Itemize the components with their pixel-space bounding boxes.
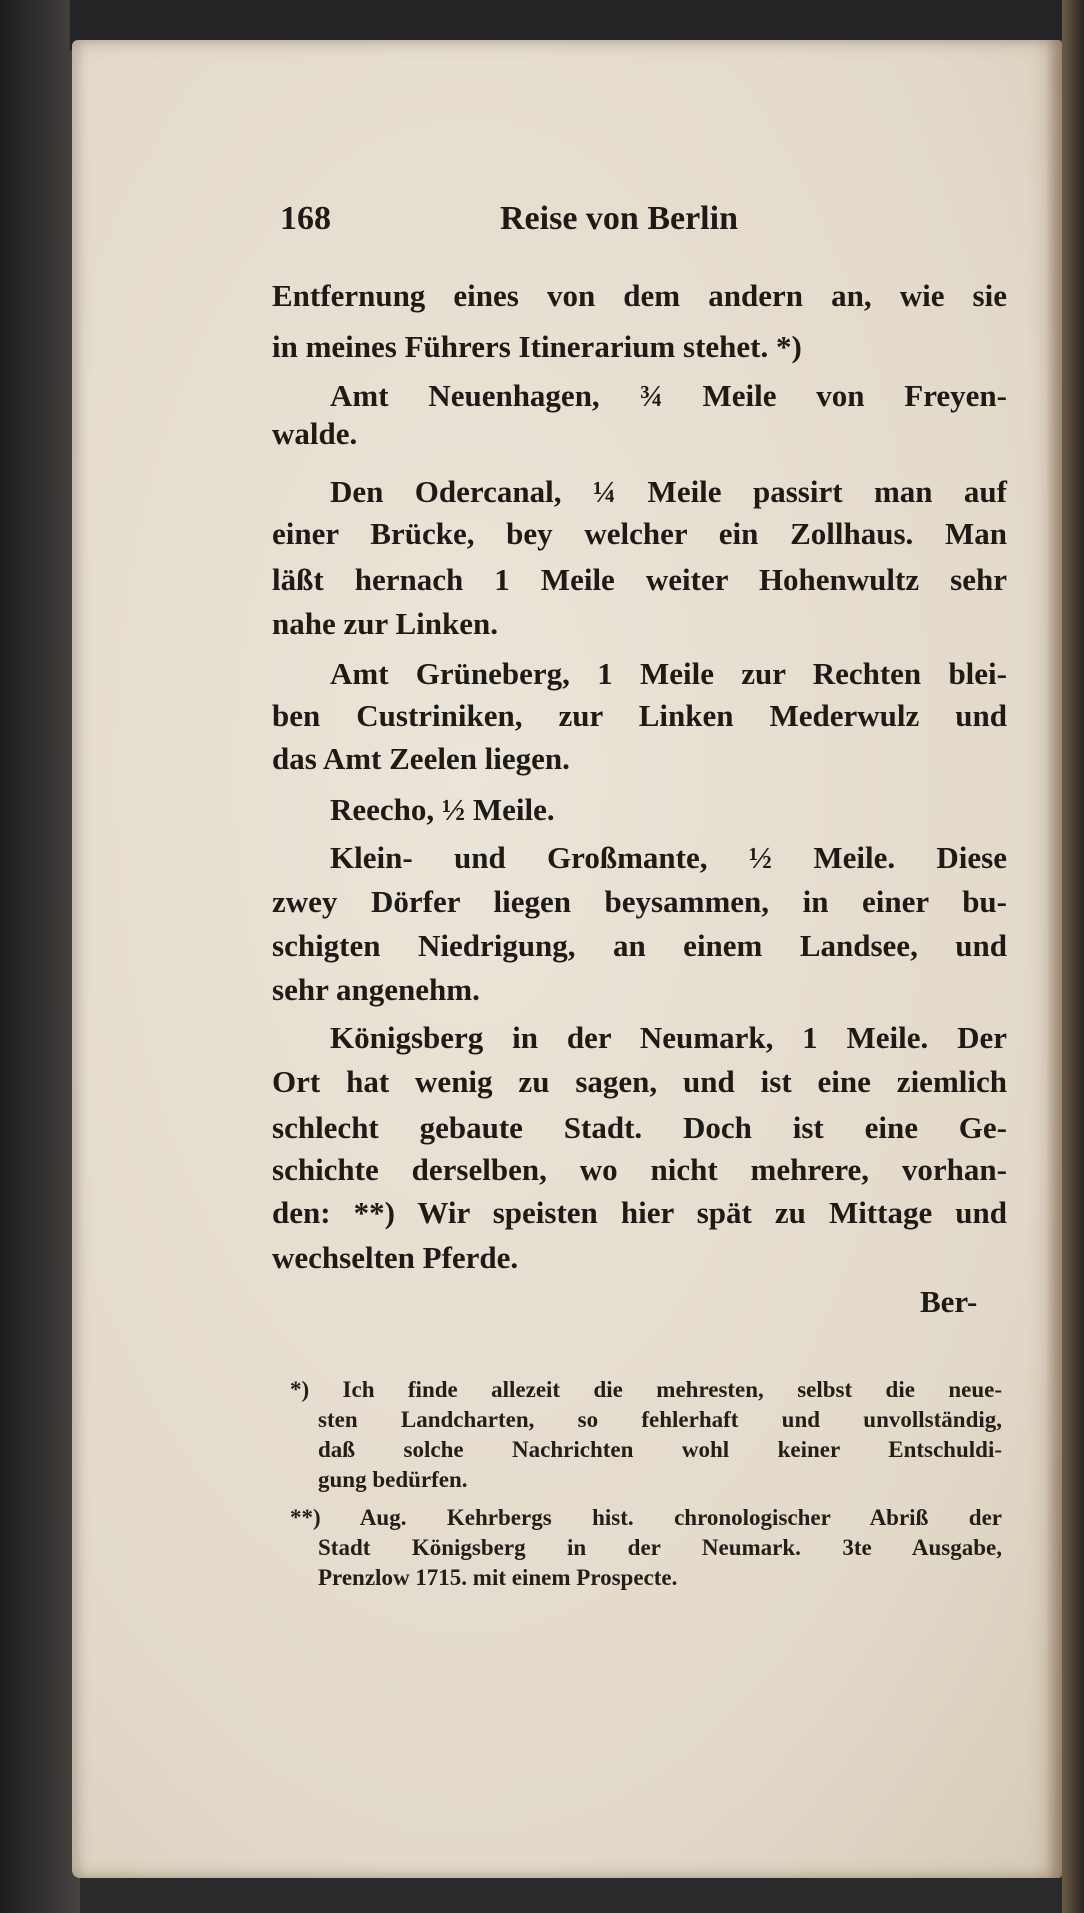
body-line: ben Custriniken, zur Linken Mederwulz und [272, 698, 1007, 733]
book-spine-shadow [0, 0, 80, 1913]
body-line: Klein- und Großmante, ½ Meile. Diese [330, 840, 1007, 875]
body-line: sehr angenehm. [272, 972, 480, 1007]
body-line: zwey Dörfer liegen beysammen, in einer bu- [272, 884, 1007, 919]
body-line: Königsberg in der Neumark, 1 Meile. Der [330, 1020, 1007, 1055]
body-line: den: **) Wir speisten hier spät zu Mittage und [272, 1195, 1007, 1230]
body-line: Amt Neuenhagen, ¾ Meile von Freyen- [330, 378, 1007, 413]
body-line: wechselten Pferde. [272, 1240, 519, 1275]
body-line: in meines Führers Itinerarium stehet. *) [272, 329, 802, 364]
body-line: das Amt Zeelen liegen. [272, 741, 570, 776]
catchword: Ber- [920, 1284, 978, 1319]
page-curl-shadow [1046, 40, 1062, 1878]
body-line: einer Brücke, bey welcher ein Zollhaus. Man [272, 516, 1007, 551]
body-line: Reecho, ½ Meile. [330, 792, 555, 827]
footnote-line: sten Landcharten, so fehlerhaft und unvollständig, [318, 1407, 1002, 1432]
body-line: läßt hernach 1 Meile weiter Hohenwultz sehr [272, 562, 1007, 597]
body-line: schigten Niedrigung, an einem Landsee, und [272, 928, 1007, 963]
body-line: Den Odercanal, ¼ Meile passirt man auf [330, 474, 1007, 509]
body-line: schichte derselben, wo nicht mehrere, vorhan- [272, 1152, 1007, 1187]
footnote-line: **) Aug. Kehrbergs hist. chronologischer Abriß der [290, 1505, 1002, 1530]
body-line: nahe zur Linken. [272, 606, 498, 641]
footnote-line: Prenzlow 1715. mit einem Prospecte. [318, 1565, 678, 1590]
footnote-line: daß solche Nachrichten wohl keiner Entschuldi- [318, 1437, 1002, 1462]
running-title: Reise von Berlin [500, 200, 738, 237]
footnote-line: Stadt Königsberg in der Neumark. 3te Ausgabe, [318, 1535, 1002, 1560]
body-line: Amt Grüneberg, 1 Meile zur Rechten blei- [330, 656, 1007, 691]
page-edge [1062, 0, 1084, 1913]
footnote-line: *) Ich finde allezeit die mehresten, selbst die neue- [290, 1377, 1002, 1402]
page-number: 168 [280, 200, 331, 237]
body-line: schlecht gebaute Stadt. Doch ist eine Ge- [272, 1110, 1007, 1145]
body-line: Ort hat wenig zu sagen, und ist eine ziemlich [272, 1064, 1007, 1099]
footnote-line: gung bedürfen. [318, 1467, 468, 1492]
body-line: walde. [272, 416, 358, 451]
body-line: Entfernung eines von dem andern an, wie sie [272, 278, 1007, 313]
